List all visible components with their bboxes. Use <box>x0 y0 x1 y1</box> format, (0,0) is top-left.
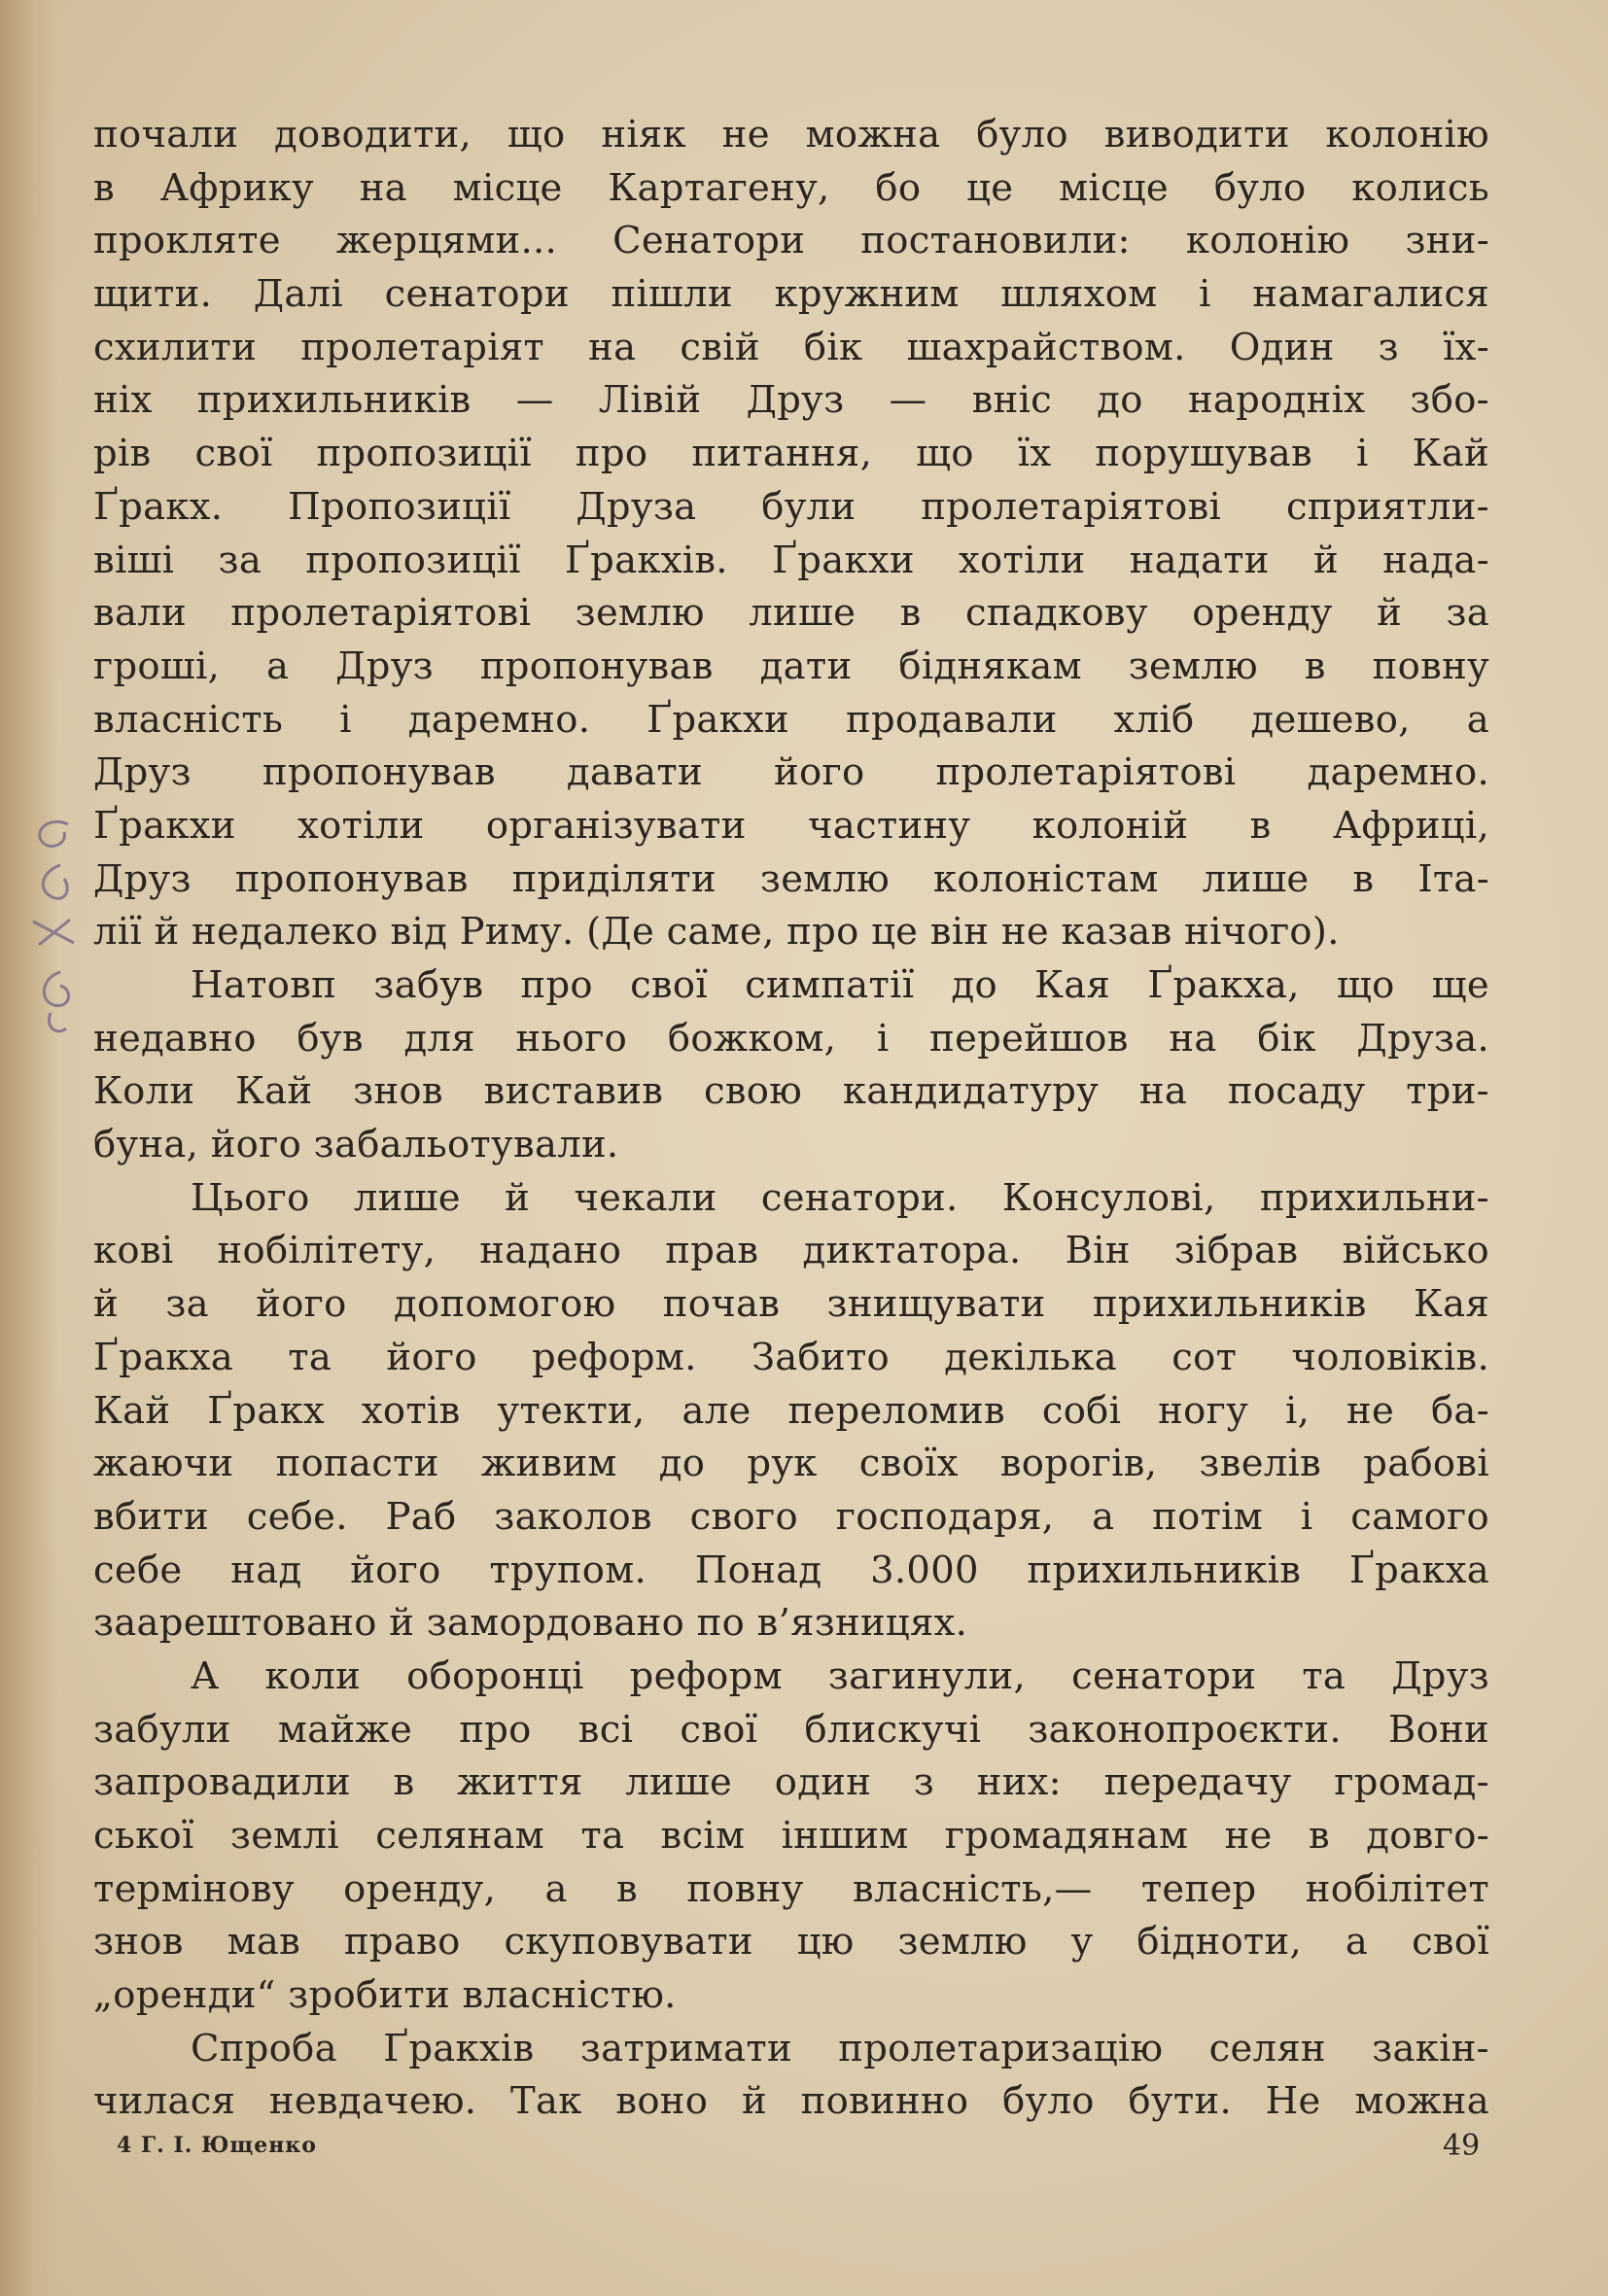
text-line: кові нобілітету, надано прав диктатора. Він зібрав військо <box>93 1229 1489 1273</box>
text-line: заарештовано й замордовано по в’язницях. <box>93 1601 968 1646</box>
signature-mark: 4 Г. І. Ющенко <box>117 2133 317 2158</box>
text-line: вбити себе. Раб заколов свого господаря, а потім і самого <box>93 1494 1489 1539</box>
text-line: Ґракха та його реформ. Забито декілька сот чоловіків. <box>93 1335 1489 1379</box>
text-line: й за його допомогою почав знищувати прихильників Кая <box>93 1282 1489 1327</box>
text-line: А коли оборонці реформ загинули, сенатори та Друз <box>191 1653 1489 1698</box>
body-text <box>93 109 1489 2129</box>
text-line: вали пролетаріятові землю лише в спадкову оренду й за <box>93 591 1489 636</box>
text-line: Друз пропонував приділяти землю колоністам лише в Іта- <box>93 856 1489 901</box>
text-line: Натовп забув про свої симпатії до Кая Ґракха, що ще <box>191 963 1489 1007</box>
binding-shadow <box>0 0 58 2296</box>
text-line: Ґракхи хотіли організувати частину колоній в Африці, <box>93 803 1489 848</box>
text-line: ської землі селянам та всім іншим громадянам не в довго- <box>93 1814 1489 1858</box>
text-line: Спроба Ґракхів затримати пролетаризацію селян закін- <box>191 2026 1489 2070</box>
text-line: термінову оренду, а в повну власність,— тепер нобілітет <box>93 1866 1489 1911</box>
text-line: чилася невдачею. Так воно й повинно було бути. Не можна <box>93 2079 1489 2124</box>
text-line: „оренди“ зробити власністю. <box>93 1973 677 2018</box>
text-line: ніх прихильників — Лівій Друз — вніс до народніх збо- <box>93 378 1489 423</box>
text-line: знов мав право скуповувати цю землю у бідноти, а свої <box>93 1920 1489 1965</box>
text-line: почали доводити, що ніяк не можна було виводити колонію <box>93 113 1489 157</box>
page-number: 49 <box>1443 2129 1481 2163</box>
text-line: Цього лише й чекали сенатори. Консулові, прихильни- <box>191 1175 1489 1220</box>
text-line: Ґракх. Пропозиції Друза були пролетаріятові сприятли- <box>93 484 1489 529</box>
text-line: жаючи попасти живим до рук своїх ворогів, звелів рабові <box>93 1442 1489 1486</box>
text-line: схилити пролетаріят на свій бік шахрайством. Один з їх- <box>93 325 1489 369</box>
text-line: власність і даремно. Ґракхи продавали хліб дешево, а <box>93 697 1489 742</box>
text-line: Коли Кай знов виставив свою кандидатуру на посаду три- <box>93 1069 1489 1114</box>
text-line: лії й недалеко від Риму. (Де саме, про це він не казав нічого). <box>93 910 1340 955</box>
text-line: рів свої пропозиції про питання, що їх порушував і Кай <box>93 432 1489 476</box>
text-line: забули майже про всі свої блискучі законопроєкти. Вони <box>93 1707 1489 1752</box>
text-line: буна, його забальотували. <box>93 1123 619 1167</box>
text-line: в Африку на місце Картагену, бо це місце було колись <box>93 165 1489 210</box>
text-line: гроші, а Друз пропонував дати біднякам землю в повну <box>93 644 1489 688</box>
text-line: Кай Ґракх хотів утекти, але переломив собі ногу і, не ба- <box>93 1388 1489 1433</box>
handwritten-margin-note <box>21 807 89 1050</box>
text-line: віші за пропозиції Ґракхів. Ґракхи хотіли надати й нада- <box>93 538 1489 582</box>
text-line: Друз пропонував давати його пролетаріятові даремно. <box>93 750 1489 795</box>
text-line: себе над його трупом. Понад 3.000 прихильників Ґракха <box>93 1548 1489 1592</box>
text-line: прокляте жерцями... Сенатори постановили: колонію зни- <box>93 219 1489 263</box>
page-footer <box>0 2129 1608 2168</box>
text-line: щити. Далі сенатори пішли кружним шляхом і намагалися <box>93 272 1489 317</box>
text-line: запровадили в життя лише один з них: передачу громад- <box>93 1760 1489 1805</box>
text-line: недавно був для нього божком, і перейшов на бік Друза. <box>93 1016 1489 1061</box>
